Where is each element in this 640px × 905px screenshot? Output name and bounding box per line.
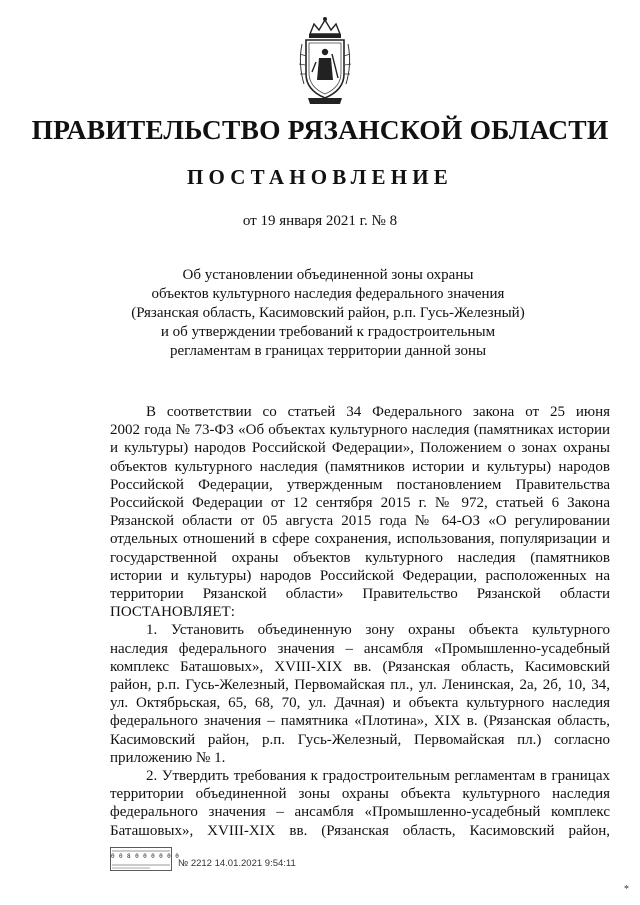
- document-subject: [118, 266, 538, 361]
- body-line: территории Рязанской области» Правительство Рязанской области: [110, 586, 610, 603]
- body-line: 2002 года № 73-ФЗ «Об объектах культурного наследия (памятниках истории: [110, 422, 610, 439]
- body-line: 2. Утвердить требования к градостроительным регламентам в границах: [146, 768, 610, 785]
- corner-mark: *: [624, 884, 629, 895]
- registration-number: № 2212 14.01.2021 9:54:11: [178, 858, 296, 869]
- organization-title: ПРАВИТЕЛЬСТВО РЯЗАНСКОЙ ОБЛАСТИ: [31, 114, 609, 145]
- body-line: отдельных отношений в сфере сохранения, использования, популяризации и: [110, 531, 610, 548]
- body-line: Российской Федерации от 12 сентября 2015 г. № 972, статьей 6 Закона: [110, 495, 610, 512]
- body-line: комплекс Баташовых», XVIII-XIX вв. (Рязанская область, Касимовский: [110, 658, 610, 675]
- document-body: [110, 403, 610, 840]
- body-line: приложению № 1.: [110, 749, 226, 766]
- subject-line: (Рязанская область, Касимовский район, р.п. Гусь-Железный): [131, 305, 525, 321]
- registration-footer: [110, 845, 430, 875]
- body-line: 1. Установить объединенную зону охраны объекта культурного: [146, 622, 610, 639]
- document-type: ПОСТАНОВЛЕНИЕ: [186, 165, 454, 189]
- subject-line: Об установлении объединенной зоны охраны: [182, 267, 474, 283]
- body-line: государственной охраны объектов культурного наследия (памятников: [110, 549, 610, 566]
- body-line: федерального значения – памятника «Плотина», XIX в. (Рязанская область,: [110, 713, 610, 730]
- body-line: район, р.п. Гусь-Железный, Первомайская пл., ул. Ленинская, 2а, 2б, 10, 34,: [110, 677, 610, 694]
- body-line: Баташовых», XVIII-XIX вв. (Рязанская область, Касимовский район,: [110, 822, 610, 839]
- body-line: ПОСТАНОВЛЯЕТ:: [110, 604, 235, 621]
- body-line: федерального значения – ансамбля «Промышленно-усадебный комплекс: [110, 804, 610, 821]
- subject-line: и об утверждении требований к градостроительным: [160, 324, 496, 340]
- body-line: и культуры) народов Российской Федерации», Положением о зонах охраны: [110, 440, 610, 457]
- body-line: В соответствии со статьей 34 Федерального закона от 25 июня: [146, 404, 610, 420]
- body-line: ул. Октябрьская, 65, 68, 70, ул. Дачная) и объекта культурного наследия: [110, 695, 610, 712]
- body-line: территории объединенной зоны охраны объекта культурного наследия: [110, 786, 610, 803]
- body-line: объектов культурного наследия (памятников истории и культуры) народов: [110, 458, 610, 475]
- body-line: Касимовский район, р.п. Гусь-Железный, Первомайская пл.) согласно: [110, 731, 610, 748]
- coat-of-arms-icon: [296, 14, 354, 106]
- subject-line: регламентам в границах территории данной зоны: [169, 343, 487, 359]
- barcode-digits: 0 0 8 0 0 0 0 0 0: [111, 853, 180, 860]
- subject-line: объектов культурного наследия федерального значения: [151, 286, 505, 302]
- date-and-number: от 19 января 2021 г. № 8: [242, 213, 398, 229]
- body-line: Рязанской области от 05 августа 2015 года № 64-ОЗ «О регулировании: [110, 513, 610, 530]
- body-line: Российской Федерации, утвержденным постановлением Правительства: [110, 476, 610, 493]
- body-line: истории и культуры) народов Российской Федерации, расположенных на: [110, 567, 610, 584]
- body-line: наследия федерального значения – ансамбля «Промышленно-усадебный: [110, 640, 610, 657]
